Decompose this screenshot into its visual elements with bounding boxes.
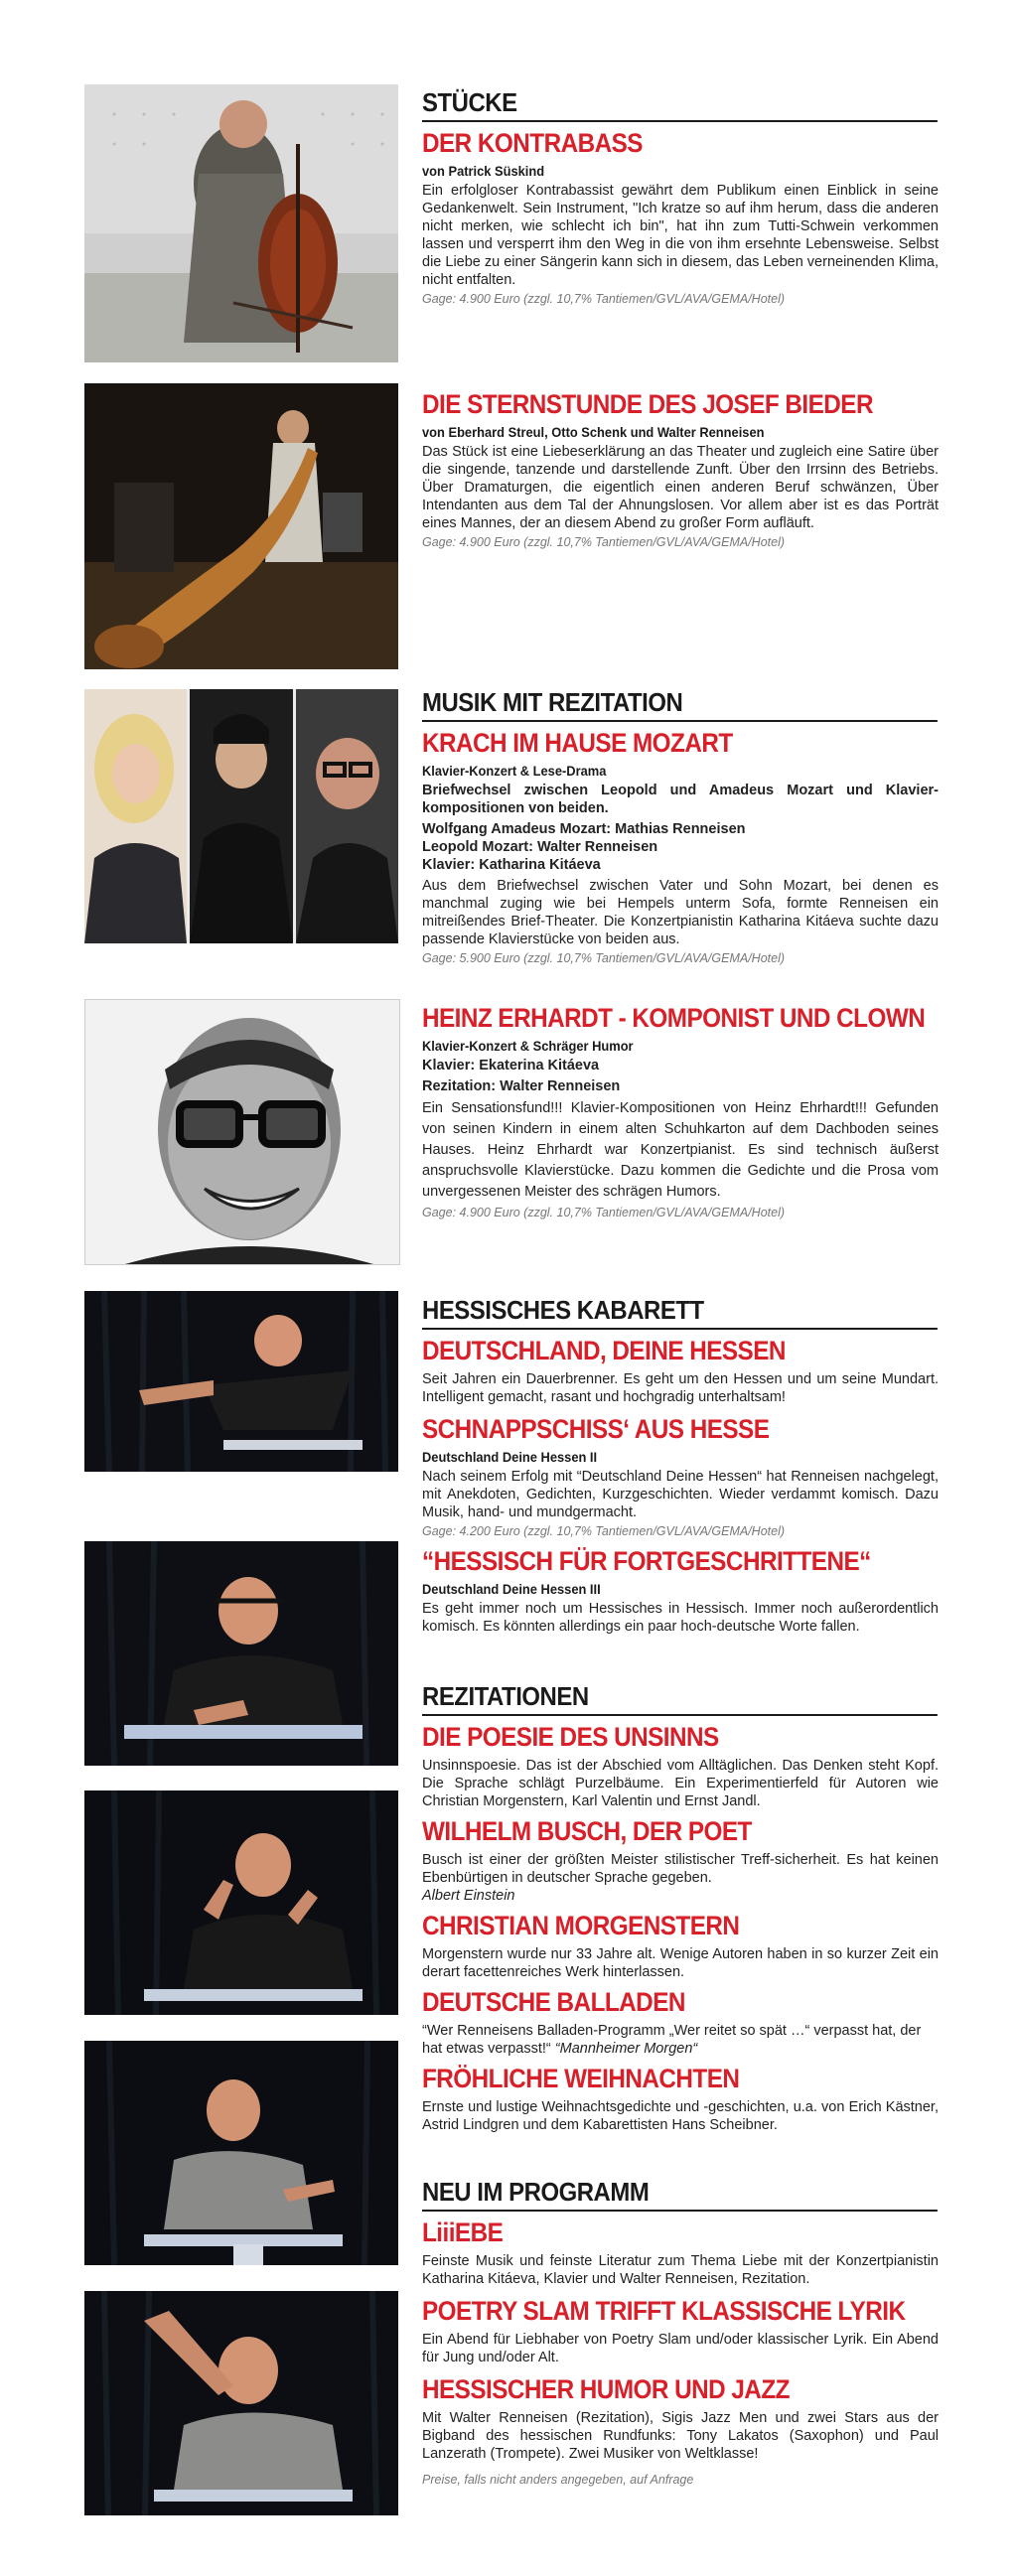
gage-erhardt: Gage: 4.900 Euro (zzgl. 10,7% Tantiemen/GVL/AVA/GEMA/Hotel) — [422, 1206, 786, 1219]
author-kontrabass: von Patrick Süskind — [422, 163, 545, 179]
photo-kontrabass — [84, 84, 398, 362]
gage-mozart: Gage: 5.900 Euro (zzgl. 10,7% Tantiemen/GVL/AVA/GEMA/Hotel) — [422, 951, 786, 965]
section-heading-kabarett: HESSISCHES KABARETT — [422, 1295, 938, 1330]
title-erhardt: HEINZ ERHARDT - KOMPONIST UND CLOWN — [422, 1003, 926, 1033]
body-balladen: “Wer Renneisens Balladen-Programm „Wer reitet so spät …“ verpasst hat, der hat etwas verpasst!“ — [422, 2023, 922, 2057]
quote-busch: Albert Einstein — [422, 1888, 515, 1904]
photo-hessen-2 — [84, 1541, 398, 1766]
section-heading-musik: MUSIK MIT REZITATION — [422, 687, 938, 722]
title-busch: WILHELM BUSCH, DER POET — [422, 1816, 752, 1846]
gage-schnapp: Gage: 4.200 Euro (zzgl. 10,7% Tantiemen/GVL/AVA/GEMA/Hotel) — [422, 1524, 786, 1538]
body-schnapp: Nach seinem Erfolg mit “Deutschland Deine Hessen“ hat Renneisen nachgelegt, mit Anekdoten, Gedichten, Kurzgeschichten. Wieder verdammt komisch. Dazu Musik, hand- und mundgermacht. — [422, 1469, 939, 1520]
title-schnapp: SCHNAPPSCHISS‘ AUS HESSE — [422, 1414, 770, 1444]
title-kontrabass: DER KONTRABASS — [422, 128, 643, 158]
title-jazz: HESSISCHER HUMOR UND JAZZ — [422, 2374, 790, 2404]
title-balladen: DEUTSCHE BALLADEN — [422, 1987, 685, 2017]
title-morgenstern: CHRISTIAN MORGENSTERN — [422, 1911, 740, 1940]
body-mozart: Aus dem Briefwechsel zwischen Vater und Sohn Mozart, bei denen es manchmal zuging wie bei Hempels unterm Sofa, formte Renneisen ein mitreißendes Brief-Theater. Die Konzertpianistin Katharina Kitáeva suchte dazu passende Klavierstücke von beiden aus. — [422, 878, 939, 947]
title-hessen: DEUTSCHLAND, DEINE HESSEN — [422, 1336, 786, 1365]
title-mozart: KRACH IM HAUSE MOZART — [422, 728, 733, 758]
body-fortgeschritten: Es geht immer noch um Hessisches in Hessisch. Immer noch außerordentlich komisch. Es könnten allerdings ein paar hoch-deutsche Worte fallen. — [422, 1601, 939, 1635]
photo-rezitation-1 — [84, 1790, 398, 2015]
quote-balladen: “Mannheimer Morgen“ — [554, 2041, 698, 2057]
photo-rezitation-3 — [84, 2291, 398, 2515]
gage-kontrabass: Gage: 4.900 Euro (zzgl. 10,7% Tantiemen/GVL/AVA/GEMA/Hotel) — [422, 292, 786, 306]
body-morgenstern: Morgenstern wurde nur 33 Jahre alt. Wenige Autoren haben in so kurzer Zeit ein derart facettenreiches Werk hinterlassen. — [422, 1946, 939, 1980]
photo-hessen-1 — [84, 1291, 398, 1472]
lead-mozart: Briefwechsel zwischen Leopold und Amadeus Mozart und Klavier-kompositionen von beiden. — [422, 783, 939, 816]
body-bieder: Das Stück ist eine Liebeserklärung an das Theater und zugleich eine Satire über die singende, tanzende und darstellende Zunft. Über den Irrsinn des Betriebs. Über Dramaturgen, die eigentlich einen anderen Beruf schwänzen, Über Intendanten aus dem Tal der Ahnungslosen. Vor allem aber ist es das Porträt eines Mannes, der an diesem Abend zu großer Form aufläuft. — [422, 444, 939, 531]
cast-erhardt-1: Klavier: Ekaterina Kitáeva — [422, 1058, 600, 1073]
author-bieder: von Eberhard Streul, Otto Schenk und Walter Renneisen — [422, 424, 765, 440]
sub-schnapp: Deutschland Deine Hessen II — [422, 1449, 598, 1465]
title-fortgeschritten: “HESSISCH FÜR FORTGESCHRITTENE“ — [422, 1546, 871, 1576]
body-poesie: Unsinnspoesie. Das ist der Abschied vom Alltäglichen. Das Denken steht Kopf. Die Sprache schlägt Purzelbäume. Ein Experimentierfeld für Autoren wie Christian Morgenstern, Karl Valentin und Ernst Jandl. — [422, 1758, 939, 1809]
title-liebe: LiiiEBE — [422, 2218, 504, 2247]
gage-bieder: Gage: 4.900 Euro (zzgl. 10,7% Tantiemen/GVL/AVA/GEMA/Hotel) — [422, 535, 786, 549]
section-heading-neu: NEU IM PROGRAMM — [422, 2177, 938, 2212]
body-liebe: Feinste Musik und feinste Literatur zum Thema Liebe mit der Konzertpianistin Katharina Kitáeva, Klavier und Walter Renneisen, Rezitation. — [422, 2253, 939, 2287]
title-weihnachten: FRÖHLICHE WEIHNACHTEN — [422, 2064, 740, 2093]
photo-erhardt — [84, 999, 400, 1265]
title-bieder: DIE STERNSTUNDE DES JOSEF BIEDER — [422, 389, 873, 419]
sub-fortgeschritten: Deutschland Deine Hessen III — [422, 1581, 601, 1597]
footer-note: Preise, falls nicht anders angegeben, auf Anfrage — [422, 2473, 694, 2487]
title-poesie: DIE POESIE DES UNSINNS — [422, 1722, 719, 1752]
body-jazz: Mit Walter Renneisen (Rezitation), Sigis Jazz Men und zwei Stars aus der Bigband des hessischen Rundfunks: Tony Lakatos (Saxophon) und Paul Lanzerath (Trompete). Zwei Musiker von Weltklasse! — [422, 2410, 939, 2462]
photo-bieder — [84, 383, 398, 669]
cast-erhardt-2: Rezitation: Walter Renneisen — [422, 1078, 621, 1094]
photo-mozart — [84, 689, 398, 943]
body-kontrabass: Ein erfolgloser Kontrabassist gewährt dem Publikum einen Einblick in seine Gedankenwelt. Sein Instrument, "Ich kratze so auf ihm herum, dass die anderen nicht merken, wie schlecht ich bin", hat ihn zum Tutti-Schwein verkommen lassen und versperrt ihm den Weg in die von ihm ersehnte Lebensweise. Selbst die Liebe zu einer Sängerin kann sich in diesem, das Leben verneinenden Klima, nicht entfalten. — [422, 183, 939, 288]
cast-mozart-1: Wolfgang Amadeus Mozart: Mathias Renneisen — [422, 821, 746, 837]
cast-mozart-3: Klavier: Katharina Kitáeva — [422, 857, 601, 873]
sub-mozart: Klavier-Konzert & Lese-Drama — [422, 763, 607, 779]
title-poetry: POETRY SLAM TRIFFT KLASSISCHE LYRIK — [422, 2296, 906, 2326]
section-heading-rezitationen: REZITATIONEN — [422, 1681, 938, 1716]
body-hessen: Seit Jahren ein Dauerbrenner. Es geht um den Hessen und um seine Mundart. Intelligent gemacht, rasant und hochgradig unterhaltsam! — [422, 1371, 939, 1405]
section-heading-stuecke: STÜCKE — [422, 87, 938, 122]
body-erhardt: Ein Sensationsfund!!! Klavier-Kompositionen von Heinz Ehrhardt!!! Gefunden von seinen Kindern in einem alten Schuhkarton auf dem Dachboden seines Hauses. Heinz Ehrhardt war Konzertpianist. Es sind technisch äußerst anspruchsvolle Klavierstücke. Dazu kommen die Gedichte und die Prosa vom unvergessenen Meister des schrägen Humors. — [422, 1100, 939, 1200]
body-busch: Busch ist einer der größten Meister stilistischer Treff-sicherheit. Es hat keinen Ebenbürtigen in deutscher Sprache gegeben. — [422, 1852, 939, 1886]
sub-erhardt: Klavier-Konzert & Schräger Humor — [422, 1038, 634, 1054]
cast-mozart-2: Leopold Mozart: Walter Renneisen — [422, 839, 658, 855]
body-weihnachten: Ernste und lustige Weihnachtsgedichte und -geschichten, u.a. von Erich Kästner, Astrid Lindgren und dem Kabarettisten Hans Scheibner. — [422, 2099, 939, 2133]
body-poetry: Ein Abend für Liebhaber von Poetry Slam und/oder klassischer Lyrik. Ein Abend für Jung und/oder Alt. — [422, 2332, 939, 2365]
photo-rezitation-2 — [84, 2041, 398, 2265]
